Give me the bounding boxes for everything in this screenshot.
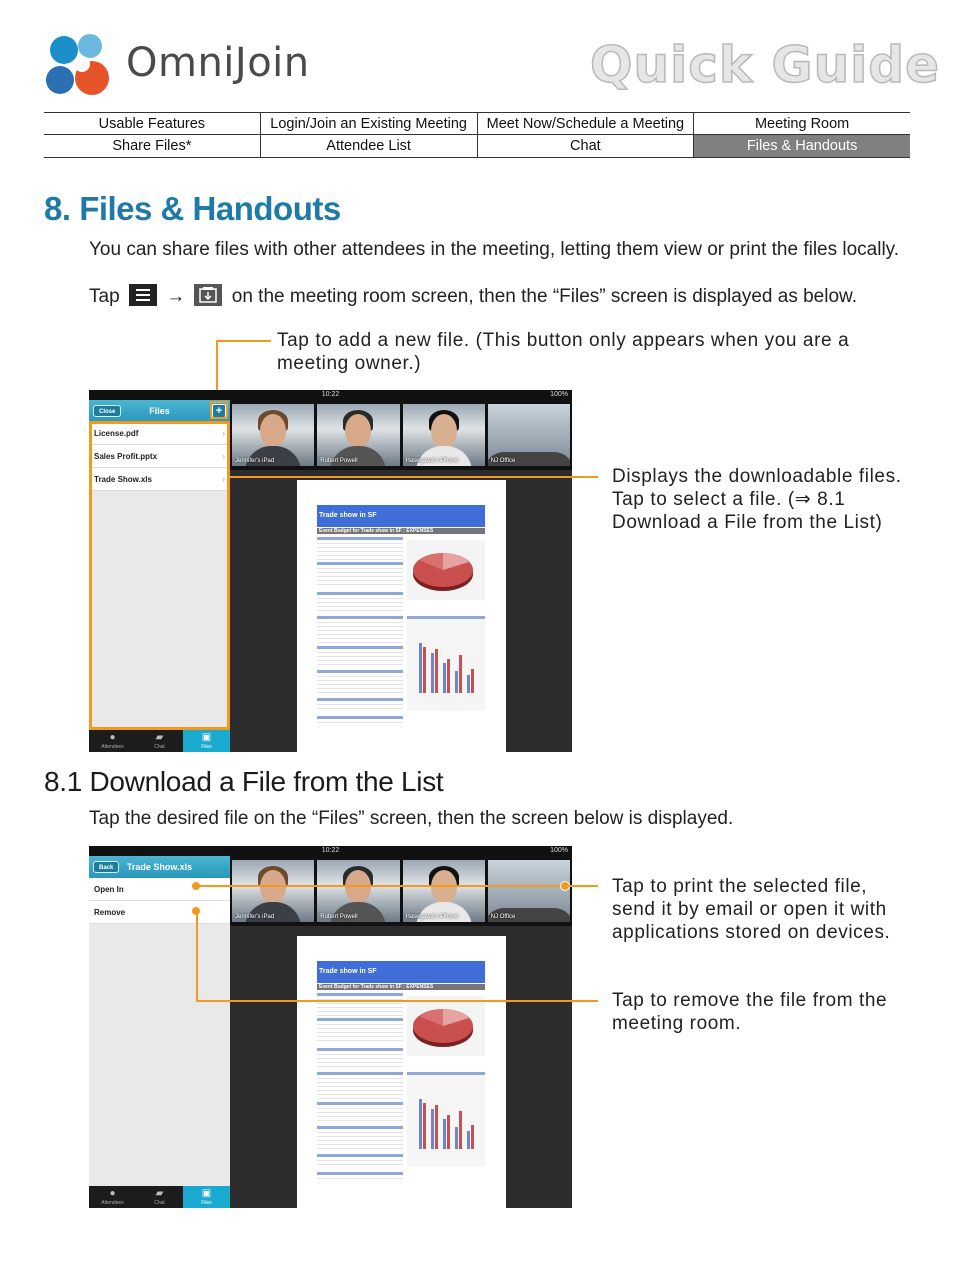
tab-label: Files <box>201 744 212 750</box>
add-file-callout: Tap to add a new file. (This button only appears when you are a meeting owner.) <box>277 330 850 374</box>
video-tile <box>232 404 314 466</box>
file-actions-header <box>89 856 230 878</box>
video-strip <box>230 400 572 470</box>
file-list-highlight <box>89 421 230 730</box>
chat-bubble-icon: ▰ <box>155 1188 164 1199</box>
doc-subtitle: Event Budget for Trade show in SF : EXPENSES <box>317 528 485 534</box>
nav-share-files[interactable]: Share Files* <box>112 138 192 154</box>
tab-files[interactable] <box>183 1186 230 1208</box>
section-intro: You can share files with other attendees in the meeting, letting them view or print the files locally. <box>89 239 900 260</box>
subsection-heading: 8.1 Download a File from the List <box>44 766 444 797</box>
status-bar <box>89 390 572 400</box>
doc-subtitle: Event Budget for Trade show in SF : EXPENSES <box>317 984 485 990</box>
tap-instruction <box>89 284 857 308</box>
nav-top-rule <box>44 112 910 113</box>
file-name: License.pdf <box>94 429 139 438</box>
tap-suffix: on the meeting room screen, then the “Files” screen is displayed as below. <box>231 286 857 307</box>
video-tile <box>317 404 399 466</box>
video-tile <box>403 860 485 922</box>
tab-bar <box>89 1186 230 1208</box>
doc-banner: Trade show in SF <box>317 961 485 983</box>
back-button[interactable]: Back <box>93 861 119 873</box>
files-icon <box>194 284 222 306</box>
files-screen-screenshot <box>89 390 572 752</box>
status-time: 10:22 <box>321 847 340 854</box>
expense-table <box>317 592 403 614</box>
file-list-callout: Displays the downloadable files. Tap to select a file. (⇒ 8.1 Download a File from the List) <box>612 466 902 533</box>
tab-label: Attendees <box>101 1200 124 1206</box>
tab-attendees[interactable] <box>89 1186 136 1208</box>
chevron-right-icon: › <box>222 429 225 438</box>
doc-banner: Trade show in SF <box>317 505 485 527</box>
pie-chart-image <box>407 996 485 1056</box>
video-tile <box>403 404 485 466</box>
video-caption: Robert Powell <box>320 914 358 920</box>
files-header <box>89 400 230 422</box>
video-tile <box>488 860 570 922</box>
video-caption: Jennifer's iPad <box>235 914 275 920</box>
callout-line <box>196 1000 598 1002</box>
callout-line <box>216 340 271 342</box>
open-in-action[interactable] <box>89 878 230 901</box>
callout-line <box>197 885 564 887</box>
expense-table <box>317 1172 403 1182</box>
callout-line <box>196 912 198 1002</box>
guide-navigation <box>44 113 910 158</box>
video-caption: Hasegawa's iPhone <box>405 458 459 464</box>
tab-label: Files <box>201 1200 212 1206</box>
tap-arrow: → <box>166 286 186 307</box>
add-button-highlight <box>210 401 228 419</box>
expense-table <box>317 1126 403 1152</box>
expense-table <box>317 670 403 696</box>
nav-usable-features[interactable]: Usable Features <box>98 116 206 132</box>
expense-table <box>317 1102 403 1122</box>
file-title: Trade Show.xls <box>126 862 193 872</box>
document-viewer <box>230 470 572 752</box>
file-name: Sales Profit.pptx <box>94 452 158 461</box>
video-caption: NJ Office <box>490 914 516 920</box>
expense-table <box>317 1048 403 1070</box>
spreadsheet-page <box>297 936 506 1208</box>
status-bar <box>89 846 572 856</box>
expense-table <box>317 616 403 644</box>
expense-table <box>317 698 403 712</box>
menu-icon <box>129 284 157 306</box>
video-caption: NJ Office <box>490 458 516 464</box>
spreadsheet-page <box>297 480 506 752</box>
file-actions-screenshot <box>89 846 572 1208</box>
tab-label: Attendees <box>101 744 124 750</box>
add-file-button[interactable]: + <box>212 404 226 418</box>
expense-table <box>317 562 403 588</box>
tab-files[interactable] <box>183 730 230 752</box>
tab-chat[interactable] <box>136 730 183 752</box>
status-time: 10:22 <box>321 391 340 398</box>
tab-bar <box>89 730 230 752</box>
tab-chat[interactable] <box>136 1186 183 1208</box>
nav-chat[interactable]: Chat <box>477 135 694 157</box>
action-label: Open In <box>94 885 124 894</box>
person-icon: ● <box>109 732 116 743</box>
video-caption: Hasegawa's iPhone <box>405 914 459 920</box>
status-battery: 100% <box>550 391 568 398</box>
person-icon: ● <box>109 1188 116 1199</box>
expense-table <box>317 1154 403 1168</box>
quick-guide-title: Quick Guide <box>590 36 941 94</box>
files-icon: ▣ <box>201 732 212 743</box>
files-icon: ▣ <box>201 1188 212 1199</box>
file-name: Trade Show.xls <box>94 475 152 484</box>
files-title: Files <box>149 406 170 416</box>
tap-prefix: Tap <box>89 286 120 307</box>
video-tile <box>232 860 314 922</box>
bar-chart-image <box>407 1072 485 1167</box>
omnijoin-logo-icon <box>42 30 118 102</box>
video-caption: Robert Powell <box>320 458 358 464</box>
tab-label: Chat <box>154 744 165 750</box>
nav-meeting-room[interactable]: Meeting Room <box>693 113 910 134</box>
brand-name: OmniJoin <box>126 40 310 86</box>
expense-table <box>317 1072 403 1100</box>
section-heading: 8. Files & Handouts <box>44 190 341 227</box>
expense-table <box>317 1018 403 1044</box>
status-battery: 100% <box>550 847 568 854</box>
video-strip <box>230 856 572 926</box>
video-tile <box>317 860 399 922</box>
nav-files-handouts[interactable]: Files & Handouts <box>693 135 910 157</box>
chat-bubble-icon: ▰ <box>155 732 164 743</box>
remove-callout: Tap to remove the file from the meeting room. <box>612 990 888 1034</box>
tab-attendees[interactable] <box>89 730 136 752</box>
subsection-intro: Tap the desired file on the “Files” screen, then the screen below is displayed. <box>89 808 734 829</box>
nav-attendee-list[interactable]: Attendee List <box>260 135 477 157</box>
close-button[interactable]: Close <box>93 405 121 417</box>
nav-meet-now[interactable]: Meet Now/Schedule a Meeting <box>477 113 694 134</box>
remove-action[interactable] <box>89 901 230 924</box>
video-caption: Jennifer's iPad <box>235 458 275 464</box>
file-actions-sidebar <box>89 856 230 1208</box>
pie-chart-image <box>407 540 485 600</box>
nav-bottom-rule <box>44 157 910 158</box>
chevron-right-icon: › <box>222 452 225 461</box>
callout-line <box>566 885 598 887</box>
callout-line <box>228 476 598 478</box>
action-label: Remove <box>94 908 126 917</box>
chevron-right-icon: › <box>222 475 225 484</box>
expense-table <box>317 716 403 726</box>
document-viewer <box>230 926 572 1208</box>
tab-label: Chat <box>154 1200 165 1206</box>
open-in-callout: Tap to print the selected file, send it by email or open it with applications stored on devices. <box>612 876 891 943</box>
nav-login-join[interactable]: Login/Join an Existing Meeting <box>260 113 477 134</box>
expense-table <box>317 646 403 666</box>
bar-chart-image <box>407 616 485 711</box>
video-tile <box>488 404 570 466</box>
